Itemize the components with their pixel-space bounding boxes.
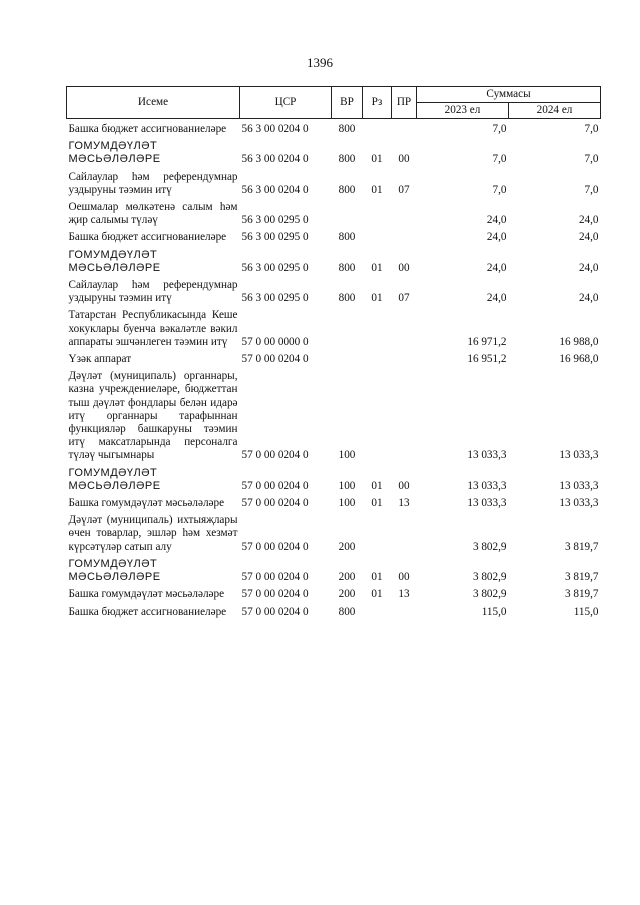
row-vr: 200 bbox=[338, 540, 356, 553]
row-sum-2024: 16 968,0 bbox=[559, 353, 599, 366]
row-rz: 01 bbox=[371, 588, 383, 601]
row-rz bbox=[363, 305, 392, 349]
header-pr: ПР bbox=[392, 87, 417, 119]
row-sum-2024: 13 033,3 bbox=[559, 497, 599, 510]
row-rz: 01 bbox=[371, 479, 383, 492]
row-sum-2024: 3 819,7 bbox=[564, 540, 599, 553]
row-vr: 100 bbox=[338, 479, 356, 492]
row-name: Башка бюджет ассигнованиеләре bbox=[68, 605, 227, 618]
row-sum-2024: 24,0 bbox=[578, 292, 599, 305]
header-name: Исеме bbox=[67, 87, 240, 119]
row-csr: 56 3 00 0204 0 bbox=[241, 123, 309, 135]
table-row bbox=[67, 119, 601, 137]
row-sum-2023: 13 033,3 bbox=[467, 479, 507, 492]
table-row bbox=[67, 197, 601, 227]
row-name: Үзәк аппарат bbox=[68, 353, 132, 366]
row-pr: 00 bbox=[398, 153, 410, 166]
row-vr: 800 bbox=[338, 231, 356, 244]
row-csr: 57 0 00 0204 0 bbox=[241, 571, 309, 584]
row-rz: 01 bbox=[371, 292, 383, 305]
row-rz: 01 bbox=[371, 183, 383, 196]
row-sum-2023: 3 802,9 bbox=[472, 588, 507, 601]
row-sum-2023: 24,0 bbox=[486, 214, 507, 227]
row-csr: 57 0 00 0000 0 bbox=[241, 335, 309, 348]
row-vr: 100 bbox=[338, 449, 356, 462]
header-csr: ЦСР bbox=[240, 87, 332, 119]
table-row bbox=[67, 136, 601, 166]
row-name: Сайлаулар һәм референдумнар уздыруны тәэмин итү bbox=[68, 279, 238, 305]
header-vr: ВР bbox=[332, 87, 363, 119]
row-sum-2024: 24,0 bbox=[578, 214, 599, 227]
row-rz: 01 bbox=[371, 153, 383, 166]
row-sum-2024: 3 819,7 bbox=[564, 588, 599, 601]
row-vr: 800 bbox=[338, 605, 356, 618]
row-rz: 01 bbox=[371, 497, 383, 510]
budget-table bbox=[66, 86, 601, 619]
table-body bbox=[67, 119, 601, 619]
row-sum-2024: 7,0 bbox=[584, 153, 599, 166]
row-name: ГОМУМДӘҮЛӘТ МӘСЬӘЛӘЛӘРЕ bbox=[68, 248, 161, 274]
row-sum-2024: 3 819,7 bbox=[564, 571, 599, 584]
row-sum-2023: 16 971,2 bbox=[467, 335, 507, 348]
row-csr: 57 0 00 0204 0 bbox=[241, 479, 309, 492]
row-vr: 800 bbox=[338, 153, 356, 166]
row-name: Башка гомумдәүләт мәсьәләләре bbox=[68, 588, 225, 601]
row-rz bbox=[363, 366, 392, 462]
row-csr: 57 0 00 0204 0 bbox=[241, 605, 309, 618]
row-pr bbox=[392, 602, 417, 619]
row-rz bbox=[363, 197, 392, 227]
table-row bbox=[67, 227, 601, 244]
table-row bbox=[67, 463, 601, 493]
row-pr bbox=[392, 349, 417, 366]
row-vr: 800 bbox=[338, 183, 356, 196]
table-row bbox=[67, 493, 601, 510]
row-name: Башка гомумдәүләт мәсьәләләре bbox=[68, 497, 225, 510]
table-row bbox=[67, 349, 601, 366]
row-vr: 800 bbox=[338, 123, 356, 135]
row-vr: 200 bbox=[338, 588, 356, 601]
row-vr: 800 bbox=[338, 292, 356, 305]
row-sum-2023: 24,0 bbox=[486, 292, 507, 305]
row-sum-2023: 16 951,2 bbox=[467, 353, 507, 366]
row-csr: 57 0 00 0204 0 bbox=[241, 588, 309, 601]
row-vr bbox=[332, 305, 363, 349]
table-row bbox=[67, 366, 601, 462]
row-rz bbox=[363, 602, 392, 619]
row-sum-2023: 3 802,9 bbox=[472, 540, 507, 553]
row-vr: 100 bbox=[338, 497, 356, 510]
row-sum-2023: 7,0 bbox=[492, 183, 507, 196]
row-pr: 07 bbox=[398, 183, 410, 196]
row-sum-2024: 24,0 bbox=[578, 231, 599, 244]
row-sum-2023: 3 802,9 bbox=[472, 571, 507, 584]
header-rz: Рз bbox=[363, 87, 392, 119]
row-pr: 00 bbox=[398, 261, 410, 274]
row-sum-2023: 24,0 bbox=[486, 231, 507, 244]
table-row bbox=[67, 167, 601, 197]
row-name: Оешмалар мөлкәтенә салым һәм җир салымы түләү bbox=[68, 201, 238, 227]
row-sum-2024: 24,0 bbox=[578, 261, 599, 274]
row-pr: 13 bbox=[398, 588, 410, 601]
row-rz bbox=[363, 119, 392, 137]
row-vr: 800 bbox=[338, 261, 356, 274]
table-row bbox=[67, 245, 601, 275]
table-header bbox=[67, 87, 601, 119]
table-row bbox=[67, 510, 601, 554]
row-sum-2023: 24,0 bbox=[486, 261, 507, 274]
row-sum-2024: 13 033,3 bbox=[559, 449, 599, 462]
page-number: 1396 bbox=[307, 55, 333, 70]
row-sum-2024: 115,0 bbox=[573, 605, 599, 618]
row-name: Дәүләт (муниципаль) органнары, казна учреждениеләре, бюджеттан тыш дәүләт фондлары белән идарә итү органнары тарафыннан функцияләр башкаруны тәэмин итү максатларында персоналга түләү чыгымнары bbox=[68, 370, 238, 462]
row-pr: 00 bbox=[398, 479, 410, 492]
table-row bbox=[67, 275, 601, 305]
row-csr: 56 3 00 0295 0 bbox=[241, 231, 309, 244]
row-rz bbox=[363, 227, 392, 244]
row-name: Сайлаулар һәм референдумнар уздыруны тәэмин итү bbox=[68, 170, 238, 196]
row-name: ГОМУМДӘҮЛӘТ МӘСЬӘЛӘЛӘРЕ bbox=[68, 140, 161, 166]
row-sum-2023: 7,0 bbox=[492, 123, 507, 135]
row-rz: 01 bbox=[371, 261, 383, 274]
row-name: Башка бюджет ассигнованиеләре bbox=[68, 123, 227, 135]
row-vr bbox=[332, 349, 363, 366]
row-pr bbox=[392, 305, 417, 349]
row-pr bbox=[392, 510, 417, 554]
row-pr: 13 bbox=[398, 497, 410, 510]
row-name: Башка бюджет ассигнованиеләре bbox=[68, 231, 227, 244]
row-csr: 56 3 00 0204 0 bbox=[241, 183, 309, 196]
row-csr: 56 3 00 0295 0 bbox=[241, 214, 309, 227]
row-name: Татарстан Республикасында Кеше хокуклары буенча вәкаләтле вәкил аппараты эшчәнлеген тәэмин итү bbox=[68, 309, 238, 348]
row-rz: 01 bbox=[371, 571, 383, 584]
row-sum-2023: 115,0 bbox=[481, 605, 507, 618]
row-csr: 56 3 00 0204 0 bbox=[241, 153, 309, 166]
row-vr bbox=[332, 197, 363, 227]
row-pr: 00 bbox=[398, 571, 410, 584]
row-csr: 56 3 00 0295 0 bbox=[241, 261, 309, 274]
row-csr: 57 0 00 0204 0 bbox=[241, 449, 309, 462]
row-name: ГОМУМДӘҮЛӘТ МӘСЬӘЛӘЛӘРЕ bbox=[68, 557, 161, 584]
row-sum-2023: 13 033,3 bbox=[467, 449, 507, 462]
row-sum-2024: 16 988,0 bbox=[559, 335, 599, 348]
row-rz bbox=[363, 510, 392, 554]
row-pr: 07 bbox=[398, 292, 410, 305]
row-csr: 56 3 00 0295 0 bbox=[241, 292, 309, 305]
table-row bbox=[67, 584, 601, 601]
row-pr bbox=[392, 119, 417, 137]
header-sums: Суммасы bbox=[417, 87, 601, 103]
row-sum-2024: 7,0 bbox=[584, 183, 599, 196]
table-row bbox=[67, 554, 601, 584]
row-csr: 57 0 00 0204 0 bbox=[241, 353, 309, 366]
row-pr bbox=[392, 366, 417, 462]
row-name: ГОМУМДӘҮЛӘТ МӘСЬӘЛӘЛӘРЕ bbox=[68, 466, 161, 492]
header-year-2024: 2024 ел bbox=[509, 103, 601, 119]
row-sum-2023: 13 033,3 bbox=[467, 497, 507, 510]
row-vr: 200 bbox=[338, 571, 356, 584]
table-row bbox=[67, 602, 601, 619]
header-year-2023: 2023 ел bbox=[417, 103, 509, 119]
row-csr: 57 0 00 0204 0 bbox=[241, 497, 309, 510]
row-sum-2024: 7,0 bbox=[584, 123, 599, 135]
row-csr: 57 0 00 0204 0 bbox=[241, 540, 309, 553]
row-sum-2023: 7,0 bbox=[492, 153, 507, 166]
row-sum-2024: 13 033,3 bbox=[559, 479, 599, 492]
row-name: Дәүләт (муниципаль) ихтыяҗлары өчен товарлар, эшләр һәм хезмәт күрсәтүләр сатып алу bbox=[68, 514, 238, 553]
row-pr bbox=[392, 227, 417, 244]
row-rz bbox=[363, 349, 392, 366]
table-row bbox=[67, 305, 601, 349]
row-pr bbox=[392, 197, 417, 227]
